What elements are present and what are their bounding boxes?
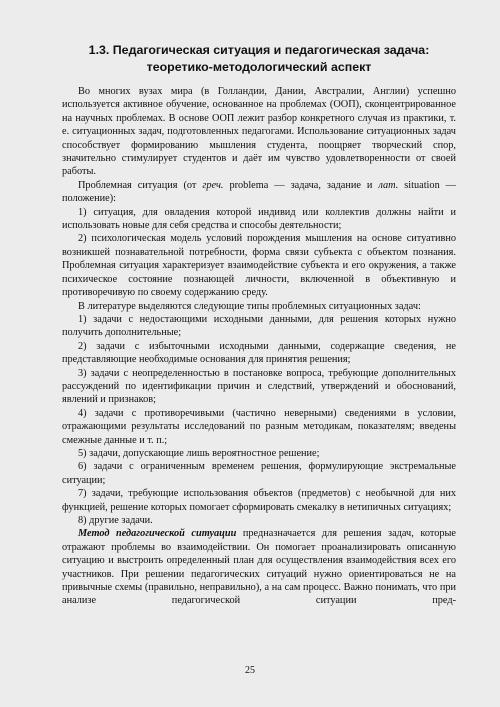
- paragraph-intro: Во многих вузах мира (в Голландии, Дании, Австралии, Англии) успешно используется активное обучение, основанное на проблемах (ООП), сконцентрированное на научных проблемах. В основе ООП лежит разбор конкретного случая из практики, т. е. ситуационных задач, подготовленных педагогами. Использование ситуационных задач способствует формированию мышления студента, поощряет творческий спор, значительно стимулирует студентов и даёт им чувство удовлетворенности от своей работы.: [62, 86, 456, 178]
- definition-item-2: 2) психологическая модель условий порождения мышления на основе ситуативно возникшей познавательной потребности, форма связи субъекта с объектом познания. Проблемная ситуация характеризует взаимодействие субъекта и его окружения, а также психическое состояние познающей личности, включенной в объективную и противоречивую по своему содержанию среду.: [62, 233, 456, 299]
- section-heading: [62, 42, 456, 75]
- definition-text-end: situation — положение):: [62, 179, 456, 205]
- paragraph-types-intro: В литературе выделяются следующие типы проблемных ситуационных задач:: [78, 300, 421, 312]
- definition-text-middle: problema — задача, задание и: [223, 179, 379, 191]
- task-type-6: 6) задачи с ограниченным временем решения, формулирующие экстремальные ситуации;: [62, 461, 456, 486]
- heading-line-1: 1.3. Педагогическая ситуация и педагогическая задача:: [88, 43, 430, 57]
- paragraph-definition: [62, 179, 456, 206]
- task-type-5: 5) задачи, допускающие лишь вероятностное решение;: [78, 447, 320, 459]
- task-type-7: 7) задачи, требующие использования объектов (предметов) с необычной для них функцией, решение которых помогает сформировать смекалку в нетипичных ситуациях;: [62, 488, 456, 513]
- heading-line-2: теоретико-методологический аспект: [146, 59, 372, 74]
- method-term: Метод педагогической ситуации: [78, 528, 237, 540]
- task-type-1: 1) задачи с недостающими исходными данными, для решения которых нужно получить дополнительные;: [62, 313, 456, 339]
- task-type-4: 4) задачи с противоречивыми (частично неверными) сведениями в условии, отражающими результаты исследований по разным методикам, показателям; введены смежные данные и т. п.;: [62, 407, 456, 446]
- task-type-3: 3) задачи с неопределенностью в постановке вопроса, требующие дополнительных рассуждений по идентификации причин и следствий, утверждений и обоснований, явлений и признаков;: [62, 367, 456, 406]
- definition-text-start: Проблемная ситуация (от: [78, 179, 203, 191]
- page-number: 25: [245, 665, 255, 676]
- task-type-2: 2) задачи с избыточными исходными данными, содержащие сведения, не представляющие необходимые основания для принятия решения;: [62, 340, 456, 366]
- definition-item-1: 1) ситуация, для овладения которой индивид или коллектив должны найти и использовать новые для себя средства и способы деятельности;: [62, 206, 456, 232]
- method-description: предназначается для решения задач, которые отражают проблемы во взаимодействии. Он помогает проанализировать описанную ситуацию и выстроить определенный план для осуществления взаимодействия всех его участников. При решении педагогических ситуаций нужно ориентироваться не на привычные схемы (правильно, неправильно), а на сам процесс. Важно понимать, что при анализе педагогической ситуации пред-: [62, 528, 456, 607]
- task-type-8: 8) другие задачи.: [78, 515, 153, 526]
- greek-abbrev: греч.: [202, 179, 224, 191]
- latin-abbrev: лат.: [378, 179, 399, 191]
- body-text: [62, 85, 456, 608]
- paragraph-method: [62, 527, 456, 607]
